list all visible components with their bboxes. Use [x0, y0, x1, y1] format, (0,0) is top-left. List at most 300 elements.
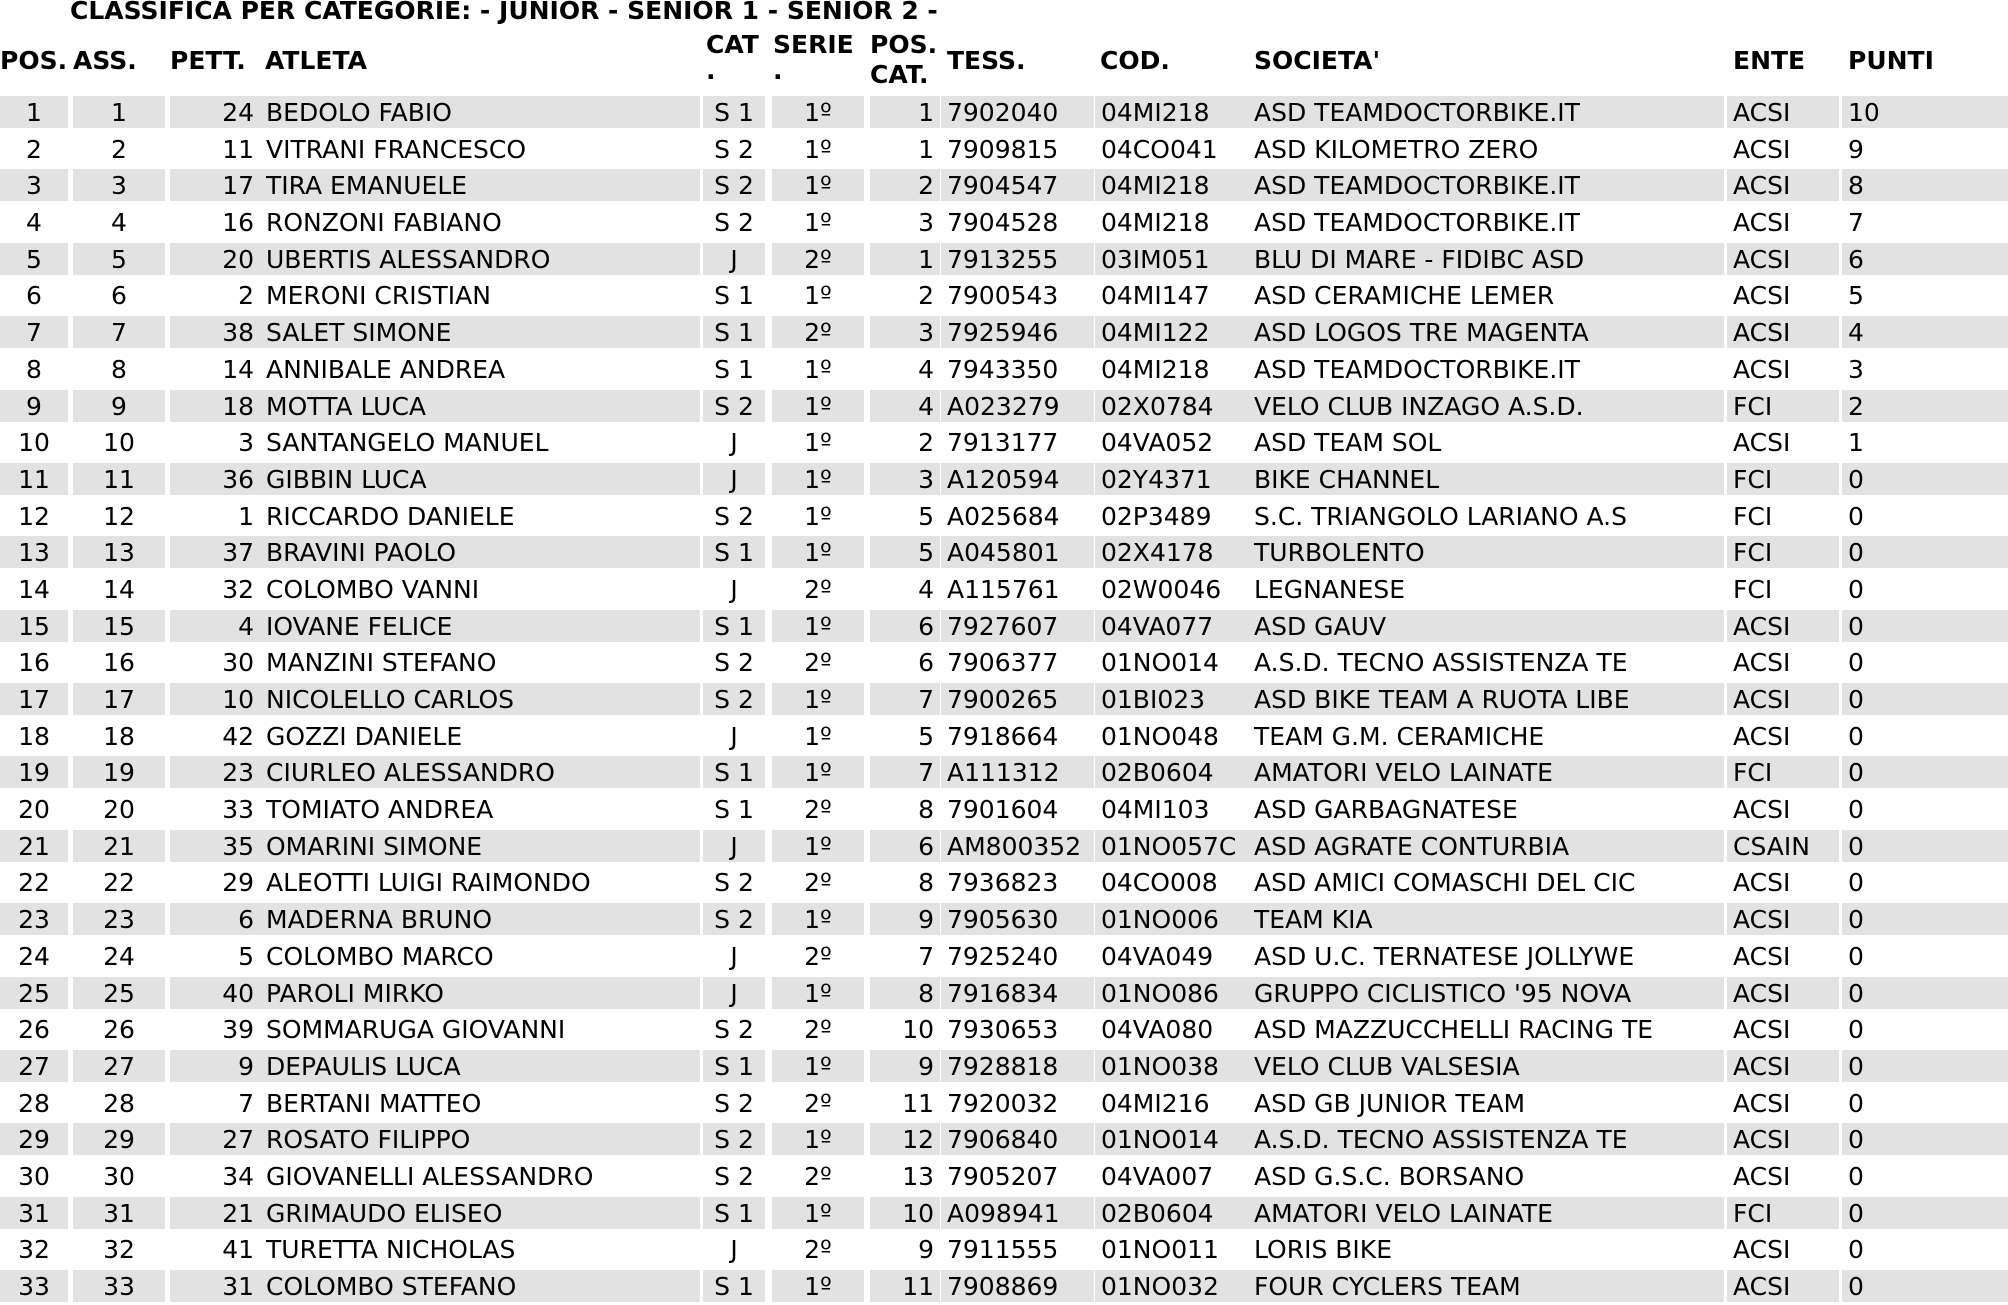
cell-ente: ACSI — [1733, 941, 1791, 971]
cell-pos-cat: 3 — [918, 208, 934, 238]
cell-pos: 7 — [0, 316, 68, 348]
table-row — [0, 204, 2008, 241]
cell-punti: 0 — [1842, 977, 2008, 1009]
cell-pos-cat: 12 — [870, 1123, 940, 1155]
cell-cat: S 1 — [703, 316, 765, 348]
cell-cod: 04MI122 — [1095, 316, 1248, 348]
cell-cat: J — [730, 941, 738, 971]
cell-cod: 01NO011 — [1101, 1235, 1219, 1265]
cell-pett: 18 — [170, 390, 260, 422]
cell-pos: 9 — [0, 390, 68, 422]
cell-cod: 04MI218 — [1095, 169, 1248, 201]
cell-punti: 7 — [1848, 208, 1864, 238]
cell-cod: 02P3489 — [1101, 501, 1212, 531]
cell-ass: 12 — [103, 501, 135, 531]
cell-ass: 24 — [103, 941, 135, 971]
cell-atleta: COLOMBO VANNI — [266, 574, 480, 604]
cell-atleta: BEDOLO FABIO — [260, 96, 700, 128]
cell-atleta: UBERTIS ALESSANDRO — [260, 243, 700, 275]
cell-pos-cat: 1 — [870, 243, 940, 275]
table-row — [0, 94, 2008, 131]
cell-serie: 1º — [772, 610, 864, 642]
cell-pos: 3 — [0, 169, 68, 201]
cell-cat: S 2 — [714, 1161, 754, 1191]
cell-serie: 2º — [804, 868, 832, 898]
cell-cod: 02B0604 — [1095, 1197, 1248, 1229]
cell-tess: 7906840 — [941, 1123, 1094, 1155]
cell-cod: 04CO008 — [1101, 868, 1218, 898]
cell-tess: 7900543 — [947, 281, 1059, 311]
cell-pos-cat: 10 — [902, 1015, 934, 1045]
cell-atleta: TURETTA NICHOLAS — [266, 1235, 516, 1265]
cell-societa: TEAM G.M. CERAMICHE — [1254, 721, 1545, 751]
cell-tess: 7927607 — [941, 610, 1094, 642]
cell-serie: 1º — [772, 977, 864, 1009]
cell-pett: 31 — [170, 1270, 260, 1302]
cell-societa: VELO CLUB INZAGO A.S.D. — [1248, 390, 1724, 422]
cell-tess: 7936823 — [947, 868, 1059, 898]
cell-pett: 42 — [222, 721, 254, 751]
cell-punti: 3 — [1848, 354, 1864, 384]
header-pos: POS. — [0, 46, 68, 75]
cell-pett: 33 — [222, 795, 254, 825]
cell-pett: 9 — [170, 1050, 260, 1082]
cell-atleta: ALEOTTI LUIGI RAIMONDO — [266, 868, 591, 898]
cell-cat: S 2 — [703, 683, 765, 715]
cell-pos-cat: 9 — [870, 1050, 940, 1082]
cell-tess: AM800352 — [941, 830, 1094, 862]
cell-ente: ACSI — [1733, 795, 1791, 825]
cell-pos: 22 — [18, 868, 50, 898]
header-cat-dot: . — [706, 56, 716, 85]
cell-cat: S 1 — [703, 1197, 765, 1229]
cell-cod: 02W0046 — [1101, 574, 1222, 604]
cell-serie: 1º — [772, 536, 864, 568]
cell-pos: 8 — [26, 354, 42, 384]
cell-pos-cat: 8 — [870, 977, 940, 1009]
cell-pos-cat: 4 — [870, 390, 940, 422]
cell-pos: 29 — [0, 1123, 68, 1155]
cell-cat: J — [730, 721, 738, 751]
cell-societa: ASD BIKE TEAM A RUOTA LIBE — [1248, 683, 1724, 715]
cell-pos-cat: 7 — [870, 683, 940, 715]
cell-pett: 14 — [222, 354, 254, 384]
cell-cod: 01BI023 — [1095, 683, 1248, 715]
cell-cod: 04MI218 — [1095, 96, 1248, 128]
cell-cat: J — [730, 574, 738, 604]
table-header — [0, 30, 2008, 90]
cell-ente: ACSI — [1733, 1088, 1791, 1118]
cell-serie: 2º — [804, 1088, 832, 1118]
cell-atleta: GOZZI DANIELE — [266, 721, 463, 751]
cell-punti: 0 — [1842, 1050, 2008, 1082]
cell-pos: 24 — [18, 941, 50, 971]
cell-pett: 17 — [170, 169, 260, 201]
cell-punti: 0 — [1848, 868, 1864, 898]
cell-pos-cat: 7 — [918, 941, 934, 971]
cell-atleta: ANNIBALE ANDREA — [266, 354, 506, 384]
cell-punti: 6 — [1842, 243, 2008, 275]
cell-pett: 1 — [238, 501, 254, 531]
cell-societa: ASD LOGOS TRE MAGENTA — [1248, 316, 1724, 348]
cell-serie: 1º — [804, 281, 832, 311]
cell-tess: 7906377 — [947, 648, 1059, 678]
table-row — [0, 608, 2008, 645]
cell-cat: S 1 — [703, 1270, 765, 1302]
header-pos-cat-2: CAT. — [870, 60, 929, 89]
cell-punti: 0 — [1848, 501, 1864, 531]
cell-tess: 7902040 — [941, 96, 1094, 128]
cell-ente: ACSI — [1727, 169, 1839, 201]
cell-societa: TURBOLENTO — [1248, 536, 1724, 568]
cell-cod: 02X4178 — [1095, 536, 1248, 568]
cell-cat: S 1 — [703, 1050, 765, 1082]
cell-pett: 21 — [170, 1197, 260, 1229]
cell-serie: 1º — [772, 96, 864, 128]
cell-ente: ACSI — [1727, 903, 1839, 935]
cell-punti: 0 — [1842, 683, 2008, 715]
cell-cat: J — [730, 428, 738, 458]
cell-ente: ACSI — [1727, 96, 1839, 128]
cell-ente: ACSI — [1733, 1161, 1791, 1191]
table-row — [0, 1121, 2008, 1158]
cell-punti: 0 — [1848, 721, 1864, 751]
cell-cod: 04VA077 — [1095, 610, 1248, 642]
cell-pett: 37 — [170, 536, 260, 568]
cell-ass: 26 — [103, 1015, 135, 1045]
cell-pos: 27 — [0, 1050, 68, 1082]
table-row — [0, 1231, 2008, 1268]
cell-ass: 14 — [103, 574, 135, 604]
cell-atleta: RICCARDO DANIELE — [266, 501, 515, 531]
cell-cod: 04VA080 — [1101, 1015, 1214, 1045]
cell-societa: ASD U.C. TERNATESE JOLLYWE — [1254, 941, 1635, 971]
cell-tess: 7911555 — [947, 1235, 1059, 1265]
cell-cat: S 2 — [714, 501, 754, 531]
cell-serie: 1º — [804, 428, 832, 458]
cell-societa: BLU DI MARE - FIDIBC ASD — [1248, 243, 1724, 275]
cell-ente: ACSI — [1727, 316, 1839, 348]
cell-cat: J — [703, 463, 765, 495]
cell-atleta: VITRANI FRANCESCO — [266, 134, 527, 164]
cell-ass: 25 — [73, 977, 165, 1009]
cell-ente: ACSI — [1727, 977, 1839, 1009]
cell-atleta: BRAVINI PAOLO — [260, 536, 700, 568]
table-row — [0, 534, 2008, 571]
cell-societa: ASD AMICI COMASCHI DEL CIC — [1254, 868, 1636, 898]
cell-punti: 9 — [1848, 134, 1864, 164]
cell-serie: 1º — [772, 463, 864, 495]
cell-cat: S 1 — [714, 354, 754, 384]
cell-tess: 7901604 — [947, 795, 1059, 825]
header-atleta: ATLETA — [265, 46, 367, 75]
table-row — [0, 901, 2008, 938]
cell-cat: S 1 — [703, 536, 765, 568]
cell-ass: 1 — [73, 96, 165, 128]
header-cod: COD. — [1100, 46, 1170, 75]
cell-atleta: CIURLEO ALESSANDRO — [260, 756, 700, 788]
cell-ente: ACSI — [1733, 281, 1791, 311]
cell-serie: 2º — [772, 316, 864, 348]
cell-ass: 29 — [73, 1123, 165, 1155]
cell-pos-cat: 10 — [870, 1197, 940, 1229]
cell-tess: 7909815 — [947, 134, 1059, 164]
cell-punti: 0 — [1842, 903, 2008, 935]
cell-pos: 11 — [0, 463, 68, 495]
cell-cat: S 1 — [714, 795, 754, 825]
cell-cod: 01NO057C — [1095, 830, 1248, 862]
cell-pos: 18 — [18, 721, 50, 751]
cell-serie: 1º — [772, 683, 864, 715]
cell-pett: 6 — [170, 903, 260, 935]
cell-serie: 1º — [772, 390, 864, 422]
cell-societa: ASD MAZZUCCHELLI RACING TE — [1254, 1015, 1654, 1045]
header-societa: SOCIETA' — [1254, 46, 1381, 75]
cell-ente: FCI — [1727, 463, 1839, 495]
table-row — [0, 351, 2008, 388]
cell-serie: 1º — [804, 501, 832, 531]
cell-pett: 11 — [222, 134, 254, 164]
cell-pos: 6 — [26, 281, 42, 311]
cell-ass: 28 — [103, 1088, 135, 1118]
cell-atleta: MANZINI STEFANO — [266, 648, 497, 678]
cell-serie: 1º — [772, 169, 864, 201]
table-row — [0, 938, 2008, 975]
cell-pos-cat: 2 — [918, 281, 934, 311]
cell-societa: A.S.D. TECNO ASSISTENZA TE — [1248, 1123, 1724, 1155]
cell-pos-cat: 6 — [870, 610, 940, 642]
cell-pos-cat: 6 — [918, 648, 934, 678]
cell-ente: FCI — [1727, 536, 1839, 568]
cell-atleta: COLOMBO STEFANO — [260, 1270, 700, 1302]
cell-pos-cat: 5 — [918, 721, 934, 751]
cell-societa: ASD GB JUNIOR TEAM — [1254, 1088, 1526, 1118]
header-pett: PETT. — [170, 46, 246, 75]
cell-cod: 01NO048 — [1101, 721, 1219, 751]
cell-societa: VELO CLUB VALSESIA — [1248, 1050, 1724, 1082]
cell-cod: 01NO086 — [1095, 977, 1248, 1009]
cell-atleta: PAROLI MIRKO — [260, 977, 700, 1009]
cell-tess: 7916834 — [941, 977, 1094, 1009]
table-row — [0, 571, 2008, 608]
cell-atleta: GIBBIN LUCA — [260, 463, 700, 495]
cell-ass: 6 — [111, 281, 127, 311]
table-row — [0, 975, 2008, 1012]
header-ente: ENTE — [1733, 46, 1806, 75]
table-row — [0, 131, 2008, 168]
cell-cod: 04VA052 — [1101, 428, 1214, 458]
cell-societa: ASD TEAMDOCTORBIKE.IT — [1248, 169, 1724, 201]
cell-pos-cat: 1 — [918, 134, 934, 164]
cell-atleta: SALET SIMONE — [260, 316, 700, 348]
cell-punti: 0 — [1848, 574, 1864, 604]
cell-cod: 01NO014 — [1095, 1123, 1248, 1155]
table-row — [0, 167, 2008, 204]
cell-pett: 36 — [170, 463, 260, 495]
cell-punti: 10 — [1842, 96, 2008, 128]
cell-punti: 0 — [1842, 1197, 2008, 1229]
cell-cod: 03IM051 — [1095, 243, 1248, 275]
table-row — [0, 314, 2008, 351]
cell-societa: ASD TEAMDOCTORBIKE.IT — [1254, 354, 1580, 384]
cell-cat: S 1 — [703, 756, 765, 788]
cell-tess: 7925946 — [941, 316, 1094, 348]
cell-pett: 2 — [238, 281, 254, 311]
cell-pos: 10 — [18, 428, 50, 458]
cell-pett: 41 — [222, 1235, 254, 1265]
cell-atleta: RONZONI FABIANO — [266, 208, 502, 238]
cell-tess: 7905207 — [947, 1161, 1059, 1191]
cell-punti: 2 — [1842, 390, 2008, 422]
cell-serie: 1º — [772, 830, 864, 862]
cell-pos-cat: 5 — [918, 501, 934, 531]
cell-tess: 7900265 — [941, 683, 1094, 715]
cell-pos-cat: 4 — [918, 574, 934, 604]
cell-pett: 30 — [222, 648, 254, 678]
cell-pos: 14 — [18, 574, 50, 604]
cell-societa: ASD TEAMDOCTORBIKE.IT — [1254, 208, 1580, 238]
cell-cod: 04CO041 — [1101, 134, 1218, 164]
cell-ente: ACSI — [1733, 134, 1791, 164]
cell-pos-cat: 5 — [870, 536, 940, 568]
cell-punti: 0 — [1848, 795, 1864, 825]
cell-atleta: MOTTA LUCA — [260, 390, 700, 422]
cell-tess: A115761 — [947, 574, 1060, 604]
cell-cod: 04VA049 — [1101, 941, 1214, 971]
cell-pos: 2 — [26, 134, 42, 164]
cell-ass: 32 — [103, 1235, 135, 1265]
cell-cod: 04MI147 — [1101, 281, 1210, 311]
cell-ente: FCI — [1727, 390, 1839, 422]
cell-cat: S 1 — [714, 281, 754, 311]
cell-serie: 1º — [772, 1123, 864, 1155]
cell-cat: S 2 — [714, 648, 754, 678]
cell-cat: J — [703, 830, 765, 862]
cell-pos-cat: 3 — [870, 316, 940, 348]
cell-societa: ASD TEAMDOCTORBIKE.IT — [1248, 96, 1724, 128]
cell-cod: 04VA007 — [1101, 1161, 1214, 1191]
cell-ass: 15 — [73, 610, 165, 642]
cell-pos-cat: 9 — [870, 903, 940, 935]
cell-pos: 26 — [18, 1015, 50, 1045]
cell-ass: 11 — [73, 463, 165, 495]
cell-ass: 19 — [73, 756, 165, 788]
cell-tess: 7930653 — [947, 1015, 1059, 1045]
cell-punti: 0 — [1842, 463, 2008, 495]
cell-cat: S 2 — [714, 868, 754, 898]
cell-punti: 0 — [1842, 536, 2008, 568]
cell-pos-cat: 8 — [918, 868, 934, 898]
cell-ass: 22 — [103, 868, 135, 898]
cell-punti: 0 — [1842, 610, 2008, 642]
cell-societa: BIKE CHANNEL — [1248, 463, 1724, 495]
cell-serie: 1º — [804, 208, 832, 238]
table-row — [0, 461, 2008, 498]
table-row — [0, 864, 2008, 901]
cell-atleta: NICOLELLO CARLOS — [260, 683, 700, 715]
cell-serie: 1º — [772, 1197, 864, 1229]
cell-tess: A098941 — [941, 1197, 1094, 1229]
cell-pos: 33 — [0, 1270, 68, 1302]
cell-pos: 23 — [0, 903, 68, 935]
cell-cat: S 1 — [703, 610, 765, 642]
cell-ass: 31 — [73, 1197, 165, 1229]
cell-pett: 34 — [222, 1161, 254, 1191]
cell-ente: ACSI — [1727, 1270, 1839, 1302]
cell-pos: 19 — [0, 756, 68, 788]
cell-ass: 16 — [103, 648, 135, 678]
cell-societa: ASD AGRATE CONTURBIA — [1248, 830, 1724, 862]
cell-atleta: TIRA EMANUELE — [260, 169, 700, 201]
cell-pos: 5 — [0, 243, 68, 275]
table-row — [0, 644, 2008, 681]
cell-punti: 0 — [1842, 830, 2008, 862]
cell-tess: 7905630 — [941, 903, 1094, 935]
cell-cat: S 2 — [703, 1123, 765, 1155]
header-punti: PUNTI — [1848, 46, 1934, 75]
cell-pett: 38 — [170, 316, 260, 348]
cell-pett: 7 — [238, 1088, 254, 1118]
cell-punti: 0 — [1842, 1123, 2008, 1155]
cell-punti: 0 — [1848, 941, 1864, 971]
cell-pos: 30 — [18, 1161, 50, 1191]
table-row — [0, 498, 2008, 535]
cell-atleta: OMARINI SIMONE — [260, 830, 700, 862]
cell-punti: 0 — [1842, 756, 2008, 788]
cell-pos: 21 — [0, 830, 68, 862]
cell-pos-cat: 1 — [870, 96, 940, 128]
cell-pos-cat: 3 — [870, 463, 940, 495]
cell-pos: 17 — [0, 683, 68, 715]
cell-societa: ASD GARBAGNATESE — [1254, 795, 1518, 825]
cell-cod: 02X0784 — [1095, 390, 1248, 422]
table-row — [0, 1268, 2008, 1305]
cell-cod: 04MI103 — [1101, 795, 1210, 825]
table-row — [0, 718, 2008, 755]
cell-tess: 7918664 — [947, 721, 1059, 751]
cell-ass: 2 — [111, 134, 127, 164]
cell-serie: 2º — [772, 243, 864, 275]
cell-atleta: SOMMARUGA GIOVANNI — [266, 1015, 566, 1045]
cell-atleta: COLOMBO MARCO — [266, 941, 494, 971]
cell-ente: ACSI — [1727, 1123, 1839, 1155]
cell-ass: 4 — [111, 208, 127, 238]
table-row — [0, 1048, 2008, 1085]
cell-punti: 8 — [1842, 169, 2008, 201]
cell-tess: A023279 — [941, 390, 1094, 422]
cell-pett: 23 — [170, 756, 260, 788]
cell-serie: 2º — [804, 1015, 832, 1045]
cell-societa: FOUR CYCLERS TEAM — [1248, 1270, 1724, 1302]
table-row — [0, 1011, 2008, 1048]
cell-ente: FCI — [1727, 756, 1839, 788]
cell-ass: 20 — [103, 795, 135, 825]
cell-societa: GRUPPO CICLISTICO '95 NOVA — [1248, 977, 1724, 1009]
cell-cod: 04MI216 — [1101, 1088, 1210, 1118]
cell-societa: ASD CERAMICHE LEMER — [1254, 281, 1555, 311]
table-row — [0, 1158, 2008, 1195]
cell-ass: 21 — [73, 830, 165, 862]
cell-societa: LORIS BIKE — [1254, 1235, 1392, 1265]
cell-cat: S 2 — [703, 169, 765, 201]
cell-punti: 4 — [1842, 316, 2008, 348]
cell-cod: 04MI218 — [1101, 208, 1210, 238]
cell-pos: 1 — [0, 96, 68, 128]
cell-pett: 35 — [170, 830, 260, 862]
cell-pett: 5 — [238, 941, 254, 971]
table-row — [0, 424, 2008, 461]
cell-ass: 3 — [73, 169, 165, 201]
